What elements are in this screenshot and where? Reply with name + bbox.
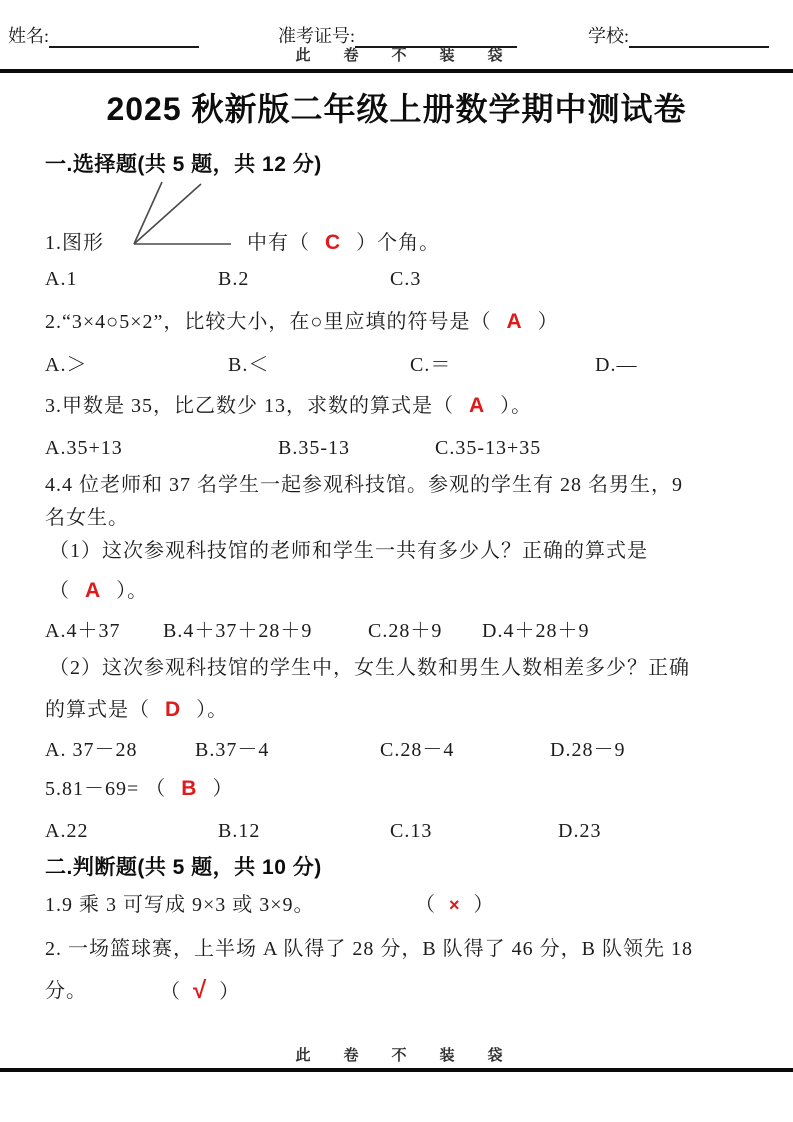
q2-option-d: D.— (595, 354, 638, 376)
q1-option-a: A.1 (45, 268, 78, 290)
q4-stem-line2: 名女生。 (45, 507, 129, 529)
q4-sub2-answer-line (45, 697, 228, 723)
q4-sub1-option-c: C.28＋9 (368, 620, 443, 642)
j1-cross-mark: × (449, 895, 461, 915)
j1-paren-open: （ (415, 894, 436, 916)
q4-sub1-option-d: D.4＋28＋9 (482, 620, 590, 642)
q1-answer: C (325, 231, 342, 254)
q2-options-row (0, 352, 793, 378)
j2-text-line2: 分。 (45, 980, 87, 1002)
q4-sub2-text-line1: （2）这次参观科技馆的学生中，女生人数和男生人数相差多少？正确 (49, 657, 690, 679)
q1-answer-line (247, 230, 440, 256)
q1-option-c: C.3 (390, 268, 422, 290)
q1-text-pre: 1.图形 (45, 232, 104, 254)
page-title: 2025 秋新版二年级上册数学期中测试卷 (106, 91, 687, 127)
j2-answer-group (160, 978, 240, 1005)
bottom-divider-line (0, 1068, 793, 1072)
do-not-bag-band-bottom (0, 1044, 793, 1065)
do-not-bag-text-bottom: 此卷不装袋 (295, 1047, 536, 1064)
q1-option-b: B.2 (218, 268, 250, 290)
q5-option-c: C.13 (390, 820, 433, 842)
name-label: 姓名: (8, 26, 50, 46)
q2-option-c: C.＝ (410, 354, 452, 376)
q2-option-b: B.＜ (228, 354, 270, 376)
q3-options-row (0, 435, 793, 461)
q4-sub1-text: （1）这次参观科技馆的老师和学生一共有多少人？正确的算式是 (49, 540, 648, 562)
section1-heading: 一.选择题(共 5 题，共 12 分) (45, 153, 322, 176)
j2-paren-open: （ (160, 981, 181, 1003)
q5-text-post: ） (212, 778, 234, 800)
school-label: 学校: (588, 26, 630, 46)
q4-sub2-text-pre: 的算式是（ (45, 699, 150, 721)
q3-text-post: ）。 (500, 395, 533, 417)
q5-option-d: D.23 (558, 820, 602, 842)
q4-sub2-options-row (0, 737, 793, 763)
q4-sub1-paren-open: （ (49, 580, 70, 602)
q5-text: 5.81－69= （ (45, 778, 167, 800)
j2-paren-close: ） (219, 981, 241, 1003)
q4-sub1-answer-line (49, 578, 148, 604)
q4-sub2-option-d: D.28－9 (550, 739, 626, 761)
q4-sub1-answer: A (85, 579, 102, 602)
q3-option-b: B.35-13 (278, 437, 350, 459)
q3-answer: A (469, 394, 486, 417)
q1-text-mid: 中有（ (247, 232, 310, 254)
section2-heading: 二.判断题(共 5 题，共 10 分) (45, 856, 322, 879)
top-divider-line (0, 69, 793, 73)
j2-text-line1: 2. 一场篮球赛，上半场 A 队得了 28 分，B 队得了 46 分，B 队领先 18 (45, 938, 694, 960)
q1-options-row (0, 266, 793, 292)
j1-text: 1.9 乘 3 可写成 9×3 或 3×9。 (45, 894, 315, 916)
q4-sub2-answer: D (165, 698, 182, 721)
q2-option-a: A.＞ (45, 354, 88, 376)
q5-text-line (45, 776, 233, 802)
q4-sub2-option-a: A. 37－28 (45, 739, 138, 761)
exam-no-label: 准考证号: (278, 26, 356, 46)
q4-sub1-option-a: A.4＋37 (45, 620, 121, 642)
q4-stem-line1: 4.4 位老师和 37 名学生一起参观科技馆。参观的学生有 28 名男生，9 (45, 474, 683, 496)
q5-answer: B (181, 777, 198, 800)
j1-answer-group (415, 892, 495, 918)
q3-text-line (45, 393, 532, 419)
q5-option-b: B.12 (218, 820, 261, 842)
angle-figure (131, 178, 235, 248)
do-not-bag-band-top (0, 44, 793, 65)
q5-option-a: A.22 (45, 820, 89, 842)
q3-text: 3.甲数是 35，比乙数少 13，求数的算式是（ (45, 395, 454, 417)
do-not-bag-text-top: 此卷不装袋 (295, 47, 536, 64)
j1-paren-close: ） (473, 894, 495, 916)
q5-options-row (0, 818, 793, 844)
q4-sub1-paren-close: ）。 (116, 580, 149, 602)
q1-text-post: ）个角。 (356, 232, 441, 254)
q4-sub2-paren-close: ）。 (196, 699, 229, 721)
q4-sub2-option-c: C.28－4 (380, 739, 455, 761)
q2-text-line (45, 309, 559, 335)
q3-option-c: C.35-13+35 (435, 437, 542, 459)
q2-text-post: ） (537, 311, 559, 333)
j2-check-mark: √ (193, 977, 208, 1004)
q2-answer: A (506, 310, 523, 333)
q2-text: 2.“3×4○5×2”，比较大小，在○里应填的符号是（ (45, 311, 492, 333)
q4-sub1-option-b: B.4＋37＋28＋9 (163, 620, 313, 642)
q4-sub2-option-b: B.37－4 (195, 739, 270, 761)
q3-option-a: A.35+13 (45, 437, 123, 459)
q4-sub1-options-row (0, 618, 793, 644)
